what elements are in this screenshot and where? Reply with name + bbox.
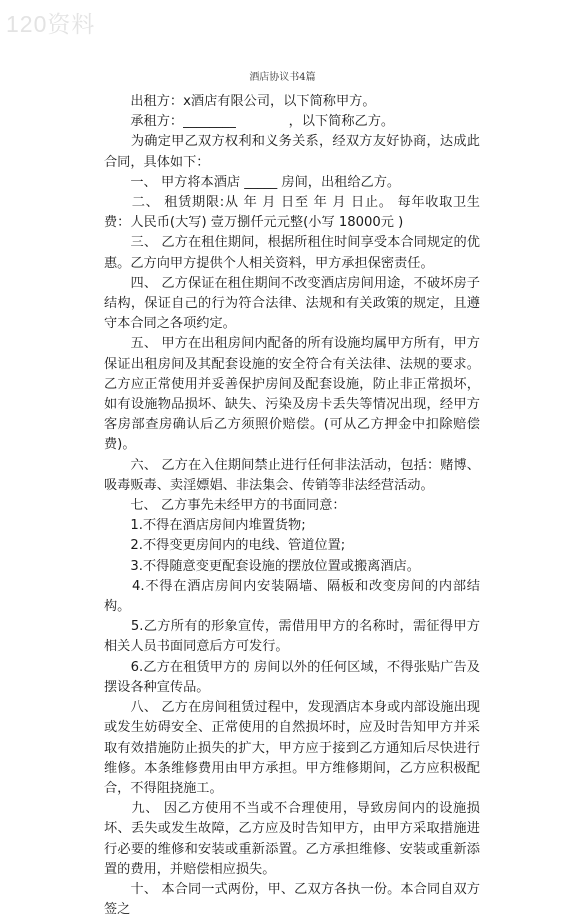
paragraph-lessor: 出租方：x酒店有限公司，以下简称甲方。 (104, 94, 376, 109)
paragraph-intro: 为确定甲乙双方权利和义务关系，经双方友好协商，达成此合同，具体如下： (104, 134, 480, 170)
paragraph-clause-7-item-1: 1.不得在酒店房间内堆置货物; (104, 518, 306, 534)
paragraph-clause-4: 四、 乙方保证在租住期间不改变酒店房间用途，不破坏房子结构，保证自己的行为符合法律、法规和有关政策的规定，且遵守本合同之各项约定。 (104, 275, 480, 332)
paragraph-clause-5: 五、 甲方在出租房间内配备的所有设施均属甲方所有，甲方保证出租房间及其配套设施的安全符合有关法律、法规的要求。乙方应正常使用并妥善保护房间及配套设施，防止非正常损坏，如有设施物品损坏、缺失、污染及房卡丢失等情况出现，经甲方客房部查房确认后乙方须照价赔偿。(可从乙方押金中扣除赔偿费)。 (104, 336, 480, 453)
paragraph-clause-6: 六、 乙方在入住期间禁止进行任何非法活动，包括：赌博、吸毒贩毒、卖淫嫖娼、非法集会、传销等非法经营活动。 (104, 457, 480, 493)
paragraph-clause-7-item-3: 3.不得随意变更配套设施的摆放位置或搬离酒店。 (104, 558, 420, 574)
paragraph-clause-7-item-6: 6.乙方在租赁甲方的 房间以外的任何区域，不得张贴广告及摆设各种宣传品。 (104, 659, 480, 695)
paragraph-clause-7: 七、 乙方事先未经甲方的书面同意： (104, 498, 346, 514)
paragraph-clause-2: 二、 租赁期限:从 年 月 日至 年 月 日止。 每年收取卫生费：人民币(大写) 壹万捌仟元元整(小写 18000元 ) (104, 195, 480, 231)
document-title: 酒店协议书4篇 (249, 72, 316, 83)
paragraph-clause-10: 十、 本合同一式两份，甲、乙双方各执一份。本合同自双方签之 (104, 881, 480, 918)
paragraph-clause-3: 三、 乙方在租住期间，根据所租住时间享受本合同规定的优惠。乙方向甲方提供个人相关资料，甲方承担保密责任。 (104, 235, 480, 271)
paragraph-clause-7-item-2: 2.不得变更房间内的电线、管道位置; (104, 538, 346, 554)
paragraph-clause-8: 八、 乙方在房间租赁过程中，发现酒店本身或内部设施出现或发生妨碍安全、正常使用的自然损坏时，应及时告知甲方并采取有效措施防止损失的扩大，甲方应于接到乙方通知后尽快进行维修。本条维修费用由甲方承担。甲方维修期间，乙方应积极配合，不得阻挠施工。 (104, 700, 480, 796)
watermark: 120资料 (6, 11, 96, 37)
paragraph-clause-1: 一、 甲方将本酒店 _____ 房间，出租给乙方。 (104, 174, 401, 190)
paragraph-clause-7-item-4: 4.不得在酒店房间内安装隔墙、隔板和改变房间的内部结构。 (104, 578, 480, 615)
document-body (104, 92, 480, 920)
paragraph-lessee: 承租方：________ ，以下简称乙方。 (104, 114, 395, 130)
paragraph-clause-9: 九、 因乙方使用不当或不合理使用，导致房间内的设施损坏、丢失或发生故障，乙方应及时告知甲方，由甲方采取措施进行必要的维修和安装或重新添置。乙方承担维修、安装或重新添置的费用，并赔偿相应损失。 (104, 801, 480, 877)
paragraph-clause-7-item-5: 5.乙方所有的形象宣传，需借用甲方的名称时，需征得甲方相关人员书面同意后方可发行。 (104, 619, 480, 655)
